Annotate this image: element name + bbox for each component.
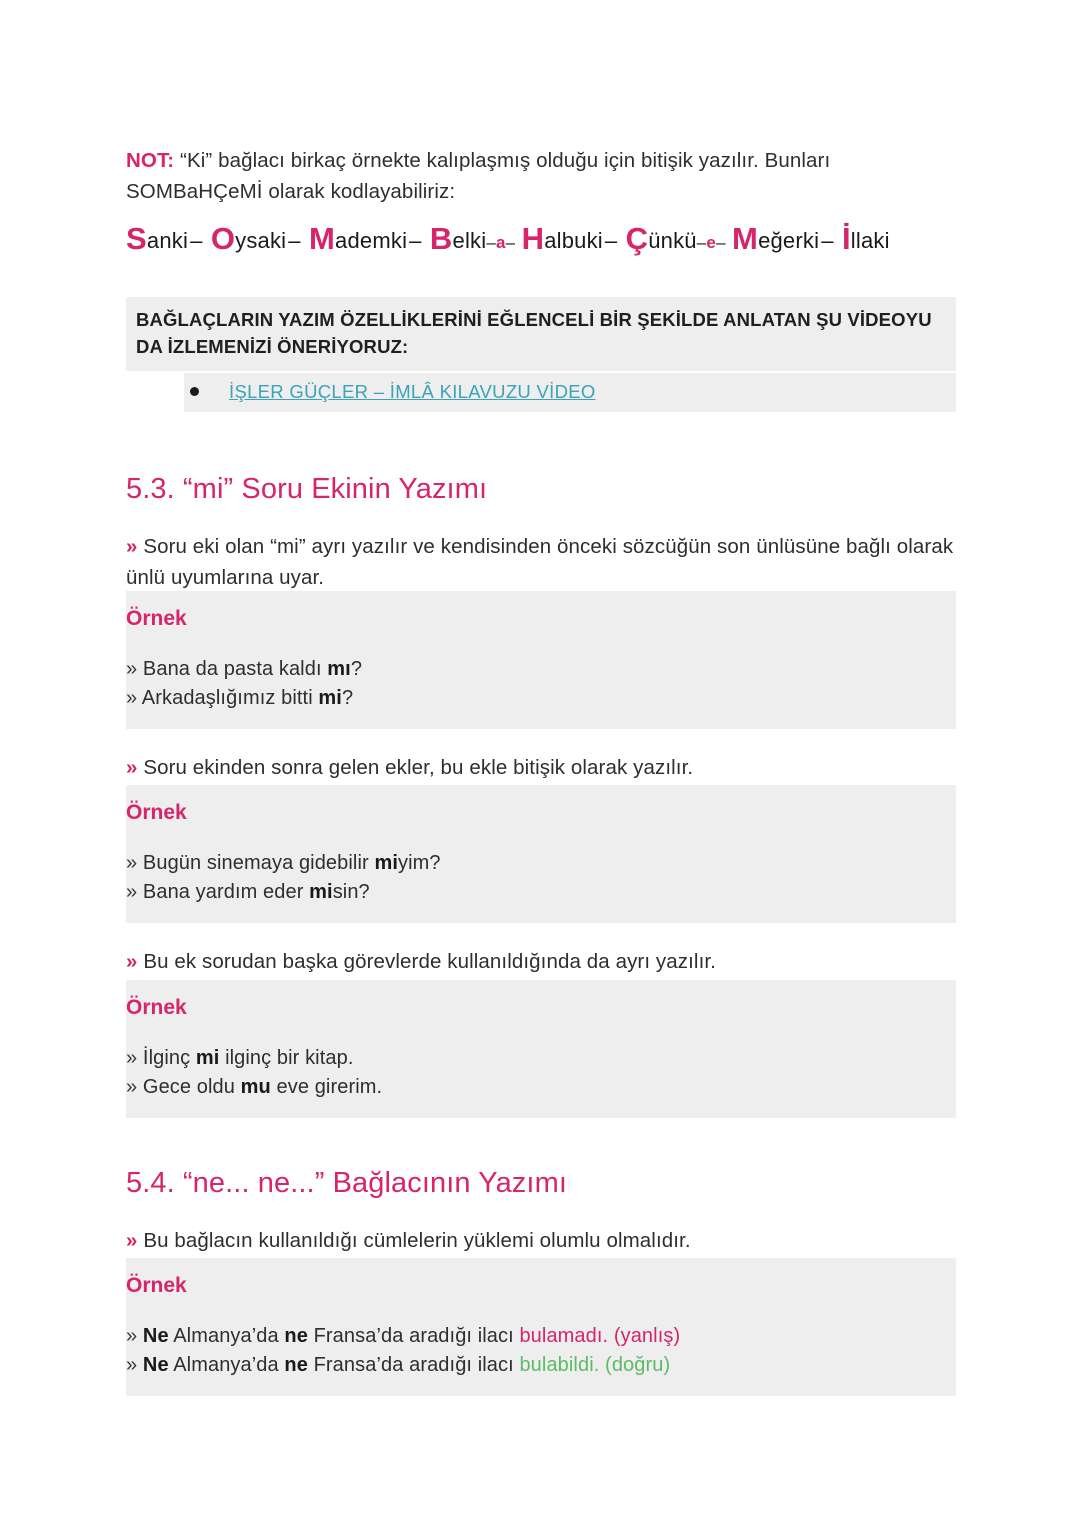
example-text-pre: Bana yardım eder (142, 881, 310, 903)
mnemonic-dash-a-left: – (486, 233, 496, 252)
section-5-3-rule-3-text: Bu ek sorudan başka görevlerde kullanıldığında da ayrı yazılır. (143, 949, 716, 973)
example-text-post: ? (350, 658, 363, 680)
mnemonic-initial-s: S (126, 221, 147, 256)
guillemet-marker: » (126, 534, 138, 558)
example-line (126, 878, 956, 907)
section-5-3-rule-2-text: Soru ekinden sonra gelen ekler, bu ekle bitişik olarak yazılır. (143, 755, 694, 779)
guillemet-marker: » (126, 658, 138, 680)
mnemonic-initial-b: B (429, 221, 453, 256)
mnemonic-rest-h: albuki (544, 228, 603, 253)
mnemonic-dash-a-right: – (505, 233, 516, 252)
mnemonic-initial-m2: M (732, 221, 759, 256)
example-text-pre: Bana da pasta kaldı (142, 658, 328, 680)
example-verdict-wrong: bulamadı. (yanlış) (519, 1325, 681, 1347)
example-text-bold-2: ne (284, 1354, 308, 1376)
example-text-pre: Arkadaşlığımız bitti (141, 687, 319, 709)
example-text-post: ? (341, 687, 354, 709)
mnemonic-rest-b: elki (452, 228, 487, 253)
example-title-2: Örnek (126, 801, 187, 824)
example-text-bold: mi (195, 1047, 220, 1069)
guillemet-marker: » (126, 1047, 138, 1069)
example-line (126, 1073, 956, 1102)
example-title-3: Örnek (126, 996, 187, 1019)
section-heading-5-4: 5.4. “ne... ne...” Bağlacının Yazımı (126, 1167, 567, 1200)
mnemonic-separator-4: – (604, 228, 618, 253)
guillemet-marker: » (126, 755, 138, 779)
example-title-4: Örnek (126, 1274, 187, 1297)
section-5-4-intro-text: Bu bağlacın kullanıldığı cümlelerin yüklemi olumlu olmalıdır. (143, 1228, 691, 1252)
video-link[interactable]: İŞLER GÜÇLER – İMLÂ KILAVUZU VİDEO (229, 381, 596, 402)
section-heading-5-3: 5.3. “mi” Soru Ekinin Yazımı (126, 473, 488, 506)
bullet-icon (190, 387, 199, 396)
example-box-2 (126, 785, 956, 923)
example-text-pre: İlginç (142, 1047, 196, 1069)
example-text-bold: mi (318, 687, 342, 709)
mnemonic-rest-s: anki (146, 228, 189, 253)
example-verdict-right: bulabildi. (doğru) (519, 1354, 671, 1376)
example-text-bold: mi (374, 852, 398, 874)
example-text-bold-2: ne (284, 1325, 308, 1347)
example-box-1 (126, 591, 956, 729)
example-text-bold: mi (309, 881, 333, 903)
example-line (126, 655, 956, 684)
mnemonic-rest-c: ünkü (648, 228, 697, 253)
example-line (126, 1351, 956, 1380)
mnemonic-separator-1: – (190, 228, 203, 253)
mnemonic-initial-o: O (210, 221, 236, 256)
example-text-pre: Bugün sinemaya gidebilir (142, 852, 375, 874)
mnemonic-connector-a: a (495, 233, 506, 252)
mnemonic-connector-e: e (706, 233, 717, 252)
mnemonic-line (126, 223, 956, 260)
note-text: “Ki” bağlacı birkaç örnekte kalıplaşmış olduğu için bitişik yazılır. Bunları SOMBaHÇeMİ olarak kodlayabiliriz: (126, 148, 831, 203)
guillemet-marker: » (126, 881, 138, 903)
example-line (126, 684, 956, 713)
example-line (126, 1322, 956, 1351)
guillemet-marker: » (126, 1325, 138, 1347)
guillemet-marker: » (126, 1354, 138, 1376)
example-text-mid-2: Fransa’da aradığı ilacı (307, 1354, 520, 1376)
mnemonic-initial-h: H (521, 221, 545, 256)
section-5-3-intro-text: Soru eki olan “mi” ayrı yazılır ve kendisinden önceki sözcüğün son ünlüsüne bağlı olarak ünlü uyumlarına uyar. (126, 534, 954, 589)
example-text-post: eve girerim. (270, 1076, 383, 1098)
mnemonic-dash-e-left: – (696, 233, 707, 252)
example-line (126, 849, 956, 878)
mnemonic-separator-5: – (821, 228, 834, 253)
note-label: NOT: (126, 148, 175, 172)
guillemet-marker: » (126, 949, 138, 973)
example-box-3 (126, 980, 956, 1118)
section-5-3-rule-3 (126, 946, 956, 977)
example-text-mid-1: Almanya’da (168, 1325, 285, 1347)
example-text-post: ilginç bir kitap. (219, 1047, 354, 1069)
guillemet-marker: » (126, 1228, 138, 1252)
example-text-bold-1: Ne (142, 1325, 169, 1347)
example-text-post: yim? (397, 852, 441, 874)
video-banner: BAĞLAÇLARIN YAZIM ÖZELLİKLERİNİ EĞLENCELİ BİR ŞEKİLDE ANLATAN ŞU VİDEOYU DA İZLEMENİZİ ÖNERİYORUZ: (126, 297, 956, 371)
section-5-3-intro (126, 531, 954, 593)
mnemonic-initial-m1: M (309, 221, 336, 256)
video-link-row (184, 373, 956, 412)
example-text-bold: mu (240, 1076, 271, 1098)
example-title-1: Örnek (126, 607, 187, 630)
mnemonic-rest-o: ysaki (235, 228, 287, 253)
mnemonic-rest-m1: ademki (335, 228, 408, 253)
mnemonic-separator-3: – (409, 228, 422, 253)
note-paragraph (126, 145, 916, 207)
mnemonic-rest-m2: eğerki (758, 228, 820, 253)
section-5-3-rule-2 (126, 752, 956, 783)
guillemet-marker: » (126, 1076, 138, 1098)
guillemet-marker: » (126, 687, 138, 709)
example-box-4 (126, 1258, 956, 1396)
example-text-mid-2: Fransa’da aradığı ilacı (307, 1325, 520, 1347)
example-text-bold-1: Ne (142, 1354, 169, 1376)
example-text-bold: mı (327, 658, 351, 680)
section-5-4-intro (126, 1225, 956, 1256)
example-line (126, 1044, 956, 1073)
example-text-pre: Gece oldu (142, 1076, 241, 1098)
example-text-mid-1: Almanya’da (168, 1354, 285, 1376)
mnemonic-rest-i: llaki (850, 228, 890, 253)
mnemonic-dash-e-right: – (716, 233, 726, 252)
mnemonic-initial-c: Ç (625, 221, 649, 256)
mnemonic-separator-2: – (288, 228, 301, 253)
mnemonic-initial-i: İ (841, 221, 851, 256)
example-text-post: sin? (332, 881, 370, 903)
guillemet-marker: » (126, 852, 138, 874)
